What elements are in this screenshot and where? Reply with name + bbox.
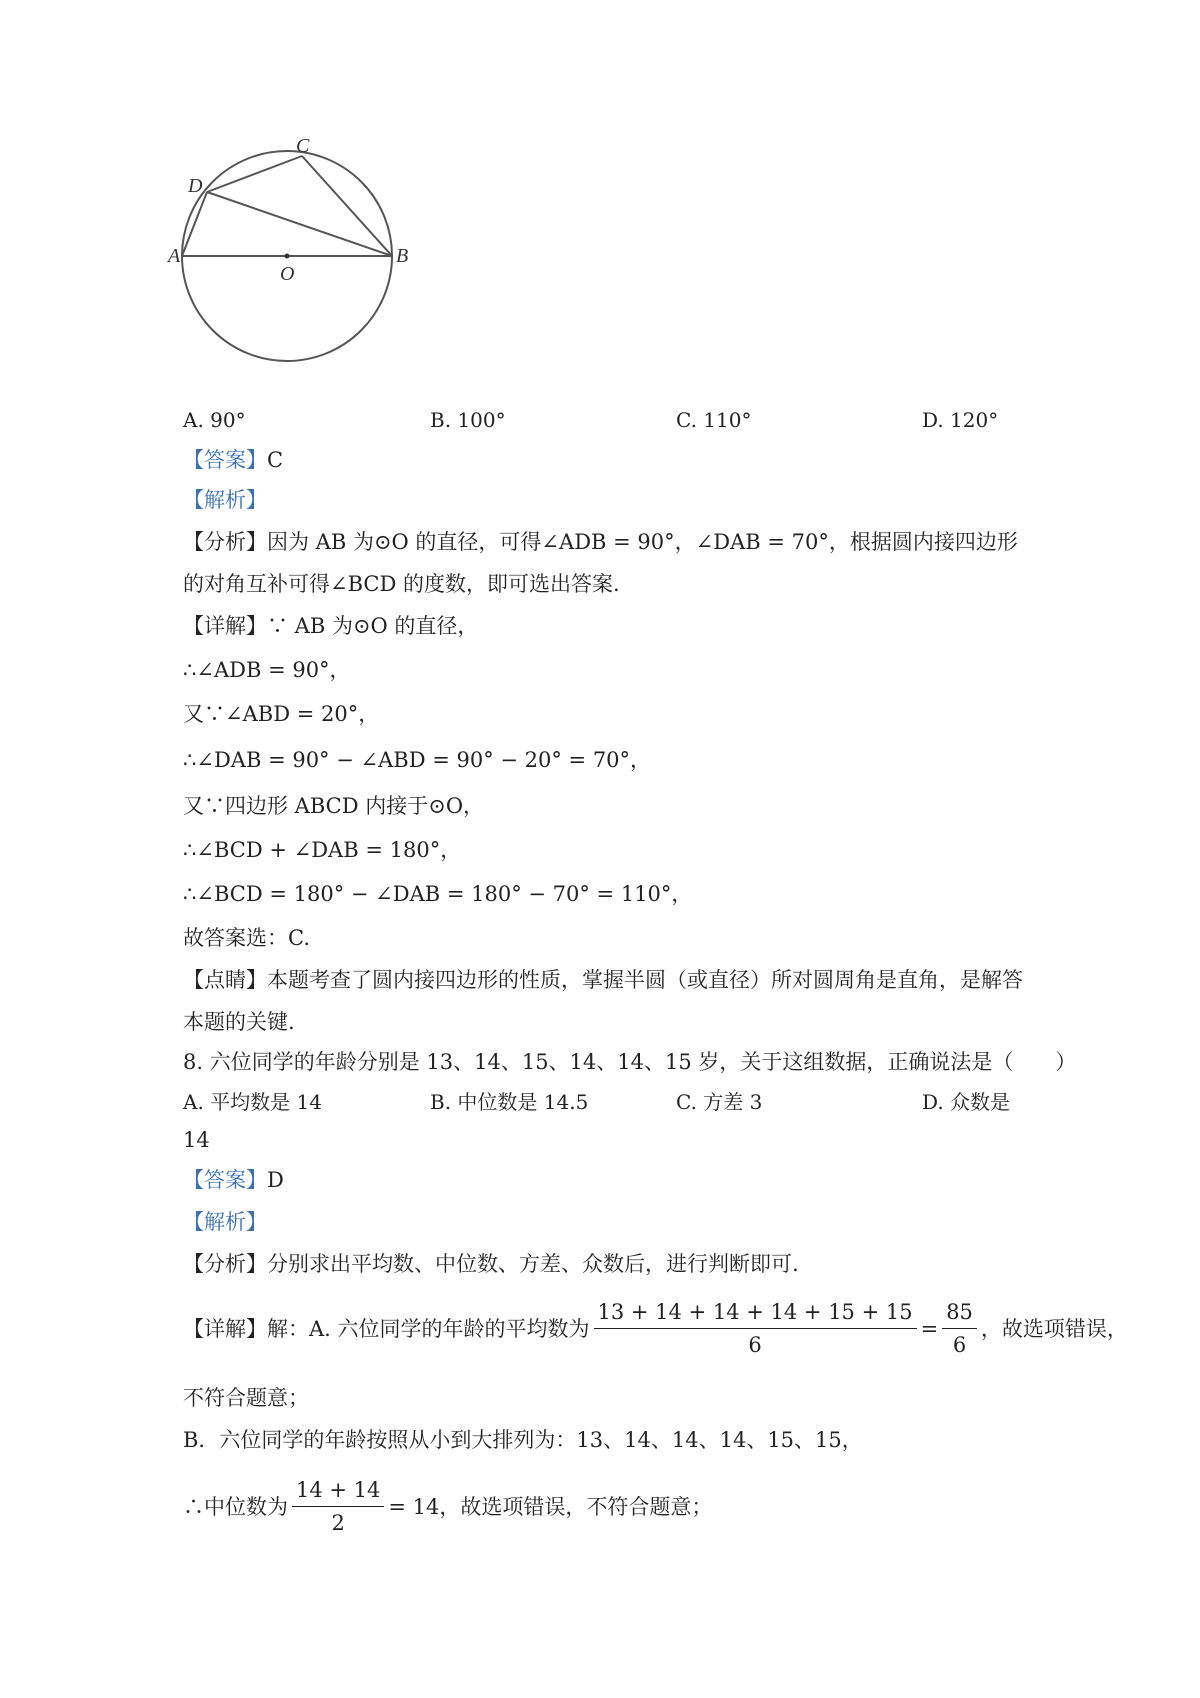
q7-analysis-line1: 【分析】因为 AB 为⊙O 的直径，可得∠ADB = 90°，∠DAB = 70°，根据圆内接四边形	[183, 530, 1018, 554]
q8-analysis: 【分析】分别求出平均数、中位数、方差、众数后，进行判断即可.	[183, 1252, 799, 1276]
median-suffix: = 14，故选项错误，不符合题意；	[388, 1494, 713, 1519]
detail-prefix: 【详解】解：A. 六位同学的年龄的平均数为	[183, 1316, 590, 1341]
q8-option-d: D. 众数是	[922, 1090, 1011, 1114]
result-fraction	[942, 1298, 977, 1359]
q7-detail-line8: 故答案选：C.	[183, 926, 310, 950]
q7-analysis-tag: 【解析】	[183, 488, 267, 512]
label-o: O	[280, 263, 295, 285]
q8-line-b: B．六位同学的年龄按照从小到大排列为：13、14、14、14、15、15，	[183, 1428, 863, 1452]
answer-tag: 【答案】	[183, 448, 267, 472]
result-numerator: 85	[942, 1298, 977, 1329]
q8-stem: 8. 六位同学的年龄分别是 13、14、15、14、14、15 岁，关于这组数据，正确说法是（ ）	[183, 1050, 1077, 1074]
q8-analysis-tag: 【解析】	[183, 1210, 267, 1234]
q7-detail-line7: ∴∠BCD = 180° − ∠DAB = 180° − 70° = 110°，	[183, 882, 693, 906]
label-a: A	[168, 245, 181, 267]
q7-option-d: D. 120°	[922, 408, 999, 432]
q7-detail-line5: 又∵四边形 ABCD 内接于⊙O，	[183, 794, 485, 818]
q8-option-d-cont: 14	[183, 1128, 210, 1152]
q7-detail-line3: 又∵∠ABD = 20°，	[183, 702, 380, 726]
segment-ad	[182, 192, 207, 256]
median-fraction	[292, 1476, 384, 1537]
median-numerator: 14 + 14	[292, 1476, 384, 1507]
q7-analysis-line2: 的对角互补可得∠BCD 的度数，即可选出答案.	[183, 572, 620, 596]
median-prefix: ∴中位数为	[183, 1494, 288, 1519]
q7-option-b: B. 100°	[430, 408, 506, 432]
q7-comment-line2: 本题的关键.	[183, 1010, 295, 1034]
q7-detail-line6: ∴∠BCD + ∠DAB = 180°，	[183, 838, 462, 862]
q7-comment-line1: 【点睛】本题考查了圆内接四边形的性质，掌握半圆（或直径）所对圆周角是直角，是解答	[183, 968, 1023, 992]
mean-numerator: 13 + 14 + 14 + 14 + 15 + 15	[594, 1298, 917, 1329]
answer-tag: 【答案】	[183, 1168, 267, 1192]
center-point	[285, 254, 290, 259]
label-c: C	[296, 135, 310, 157]
label-b: B	[396, 245, 409, 267]
q8-option-a: A. 平均数是 14	[183, 1090, 322, 1114]
q7-detail-line2: ∴∠ADB = 90°，	[183, 658, 351, 682]
q7-detail-line4: ∴∠DAB = 90° − ∠ABD = 90° − 20° = 70°，	[183, 748, 652, 772]
circle-figure	[170, 130, 450, 380]
q8-answer	[183, 1166, 284, 1194]
q7-answer	[183, 446, 283, 474]
q8-median	[183, 1476, 712, 1537]
equals-sign: =	[920, 1316, 939, 1341]
q8-line-a2: 不符合题意；	[183, 1386, 309, 1410]
answer-value: C	[267, 448, 284, 472]
q8-detail-mean	[183, 1298, 1128, 1359]
label-d: D	[188, 175, 203, 197]
answer-value: D	[267, 1168, 284, 1192]
mean-fraction	[594, 1298, 917, 1359]
q7-option-c: C. 110°	[676, 408, 752, 432]
q7-option-a: A. 90°	[183, 408, 246, 432]
median-denominator: 2	[331, 1511, 345, 1535]
q8-option-c: C. 方差 3	[676, 1090, 763, 1114]
mean-denominator: 6	[748, 1333, 762, 1357]
q7-detail-line1: 【详解】∵ AB 为⊙O 的直径，	[183, 614, 479, 638]
detail-suffix: ，故选项错误，	[980, 1316, 1128, 1341]
result-denominator: 6	[952, 1333, 967, 1357]
q8-option-b: B. 中位数是 14.5	[430, 1090, 589, 1114]
